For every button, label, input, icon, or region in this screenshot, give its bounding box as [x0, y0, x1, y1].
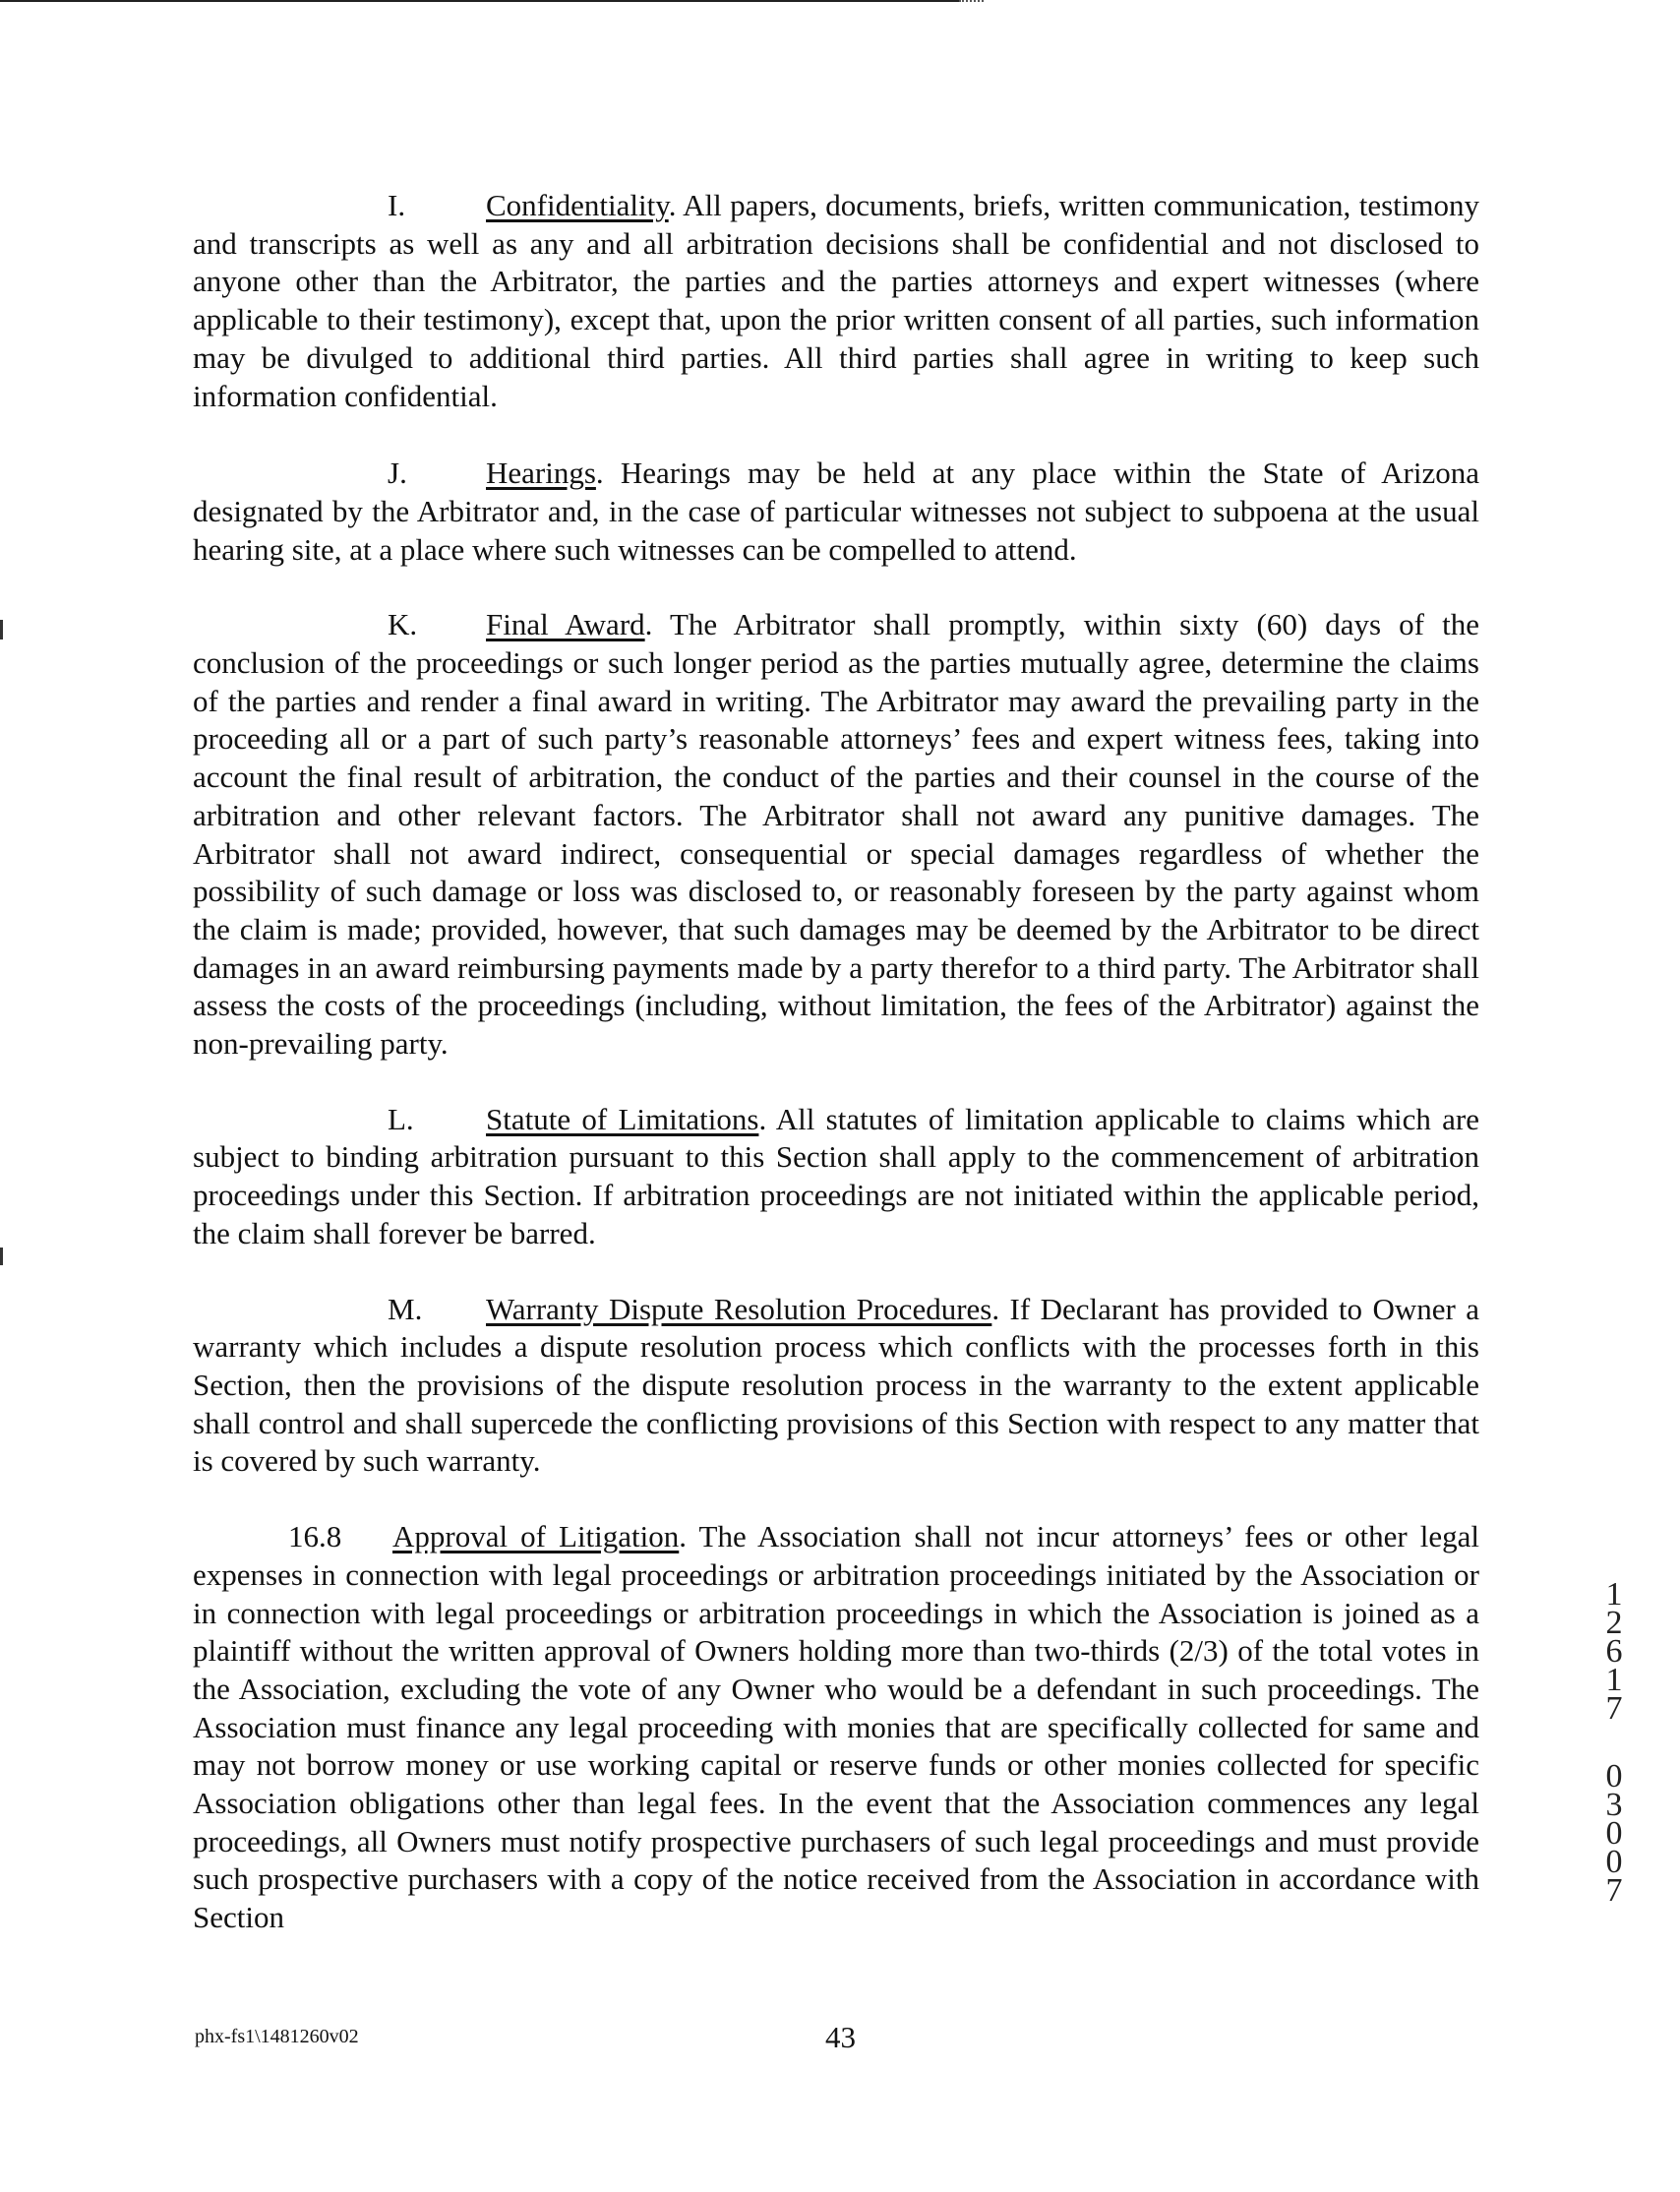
- recording-stamp: [1601, 1576, 1627, 1909]
- section-heading: Approval of Litigation: [392, 1519, 680, 1554]
- section-text: . Hearings may be held at any place within the State of Arizona designated by the Arbitrator and, in the case of particular witnesses not subject to subpoena at the usual hearing site, at a place where such witnesses can be compelled to attend.: [193, 456, 1479, 567]
- stamp-digit: 0: [1605, 1844, 1623, 1880]
- top-scan-edge: [0, 0, 959, 2]
- stamp-digit: 0: [1605, 1758, 1623, 1795]
- section-heading: Final Award: [486, 607, 645, 642]
- section-heading: Statute of Limitations: [486, 1101, 759, 1136]
- section-label: M.: [388, 1291, 423, 1326]
- stamp-digit: 7: [1605, 1690, 1623, 1727]
- document-body: [193, 187, 1479, 1937]
- paragraph-warranty-dispute: [193, 1291, 1479, 1482]
- stamp-digit: 7: [1605, 1872, 1623, 1909]
- section-heading: Hearings: [486, 456, 596, 491]
- footer-document-id: phx-fs1\1481260v02: [195, 2026, 359, 2047]
- section-heading: Confidentiality: [486, 188, 669, 222]
- section-heading: Warranty Dispute Resolution Procedures: [486, 1291, 992, 1326]
- stamp-digit: 1: [1605, 1576, 1623, 1613]
- section-text: . If Declarant has provided to Owner a warranty which includes a dispute resolution process which conflicts with the processes forth in this Section, then the provisions of the dispute resolution process in the warranty to the extent applicable shall control and shall supercede the conflicting provisions of this Section with respect to any matter that is covered by such warranty.: [193, 1291, 1479, 1479]
- paragraph-statute-of-limitations: [193, 1101, 1479, 1253]
- section-number: 16.8: [288, 1519, 342, 1554]
- left-scan-mark: [0, 1248, 3, 1265]
- stamp-digit: 0: [1605, 1815, 1623, 1852]
- stamp-digit: 3: [1605, 1787, 1623, 1823]
- paragraph-hearings: [193, 455, 1479, 569]
- section-label: J.: [388, 456, 407, 491]
- section-text: . The Association shall not incur attorneys’ fees or other legal expenses in connection with legal proceedings or arbitration proceedings initiated by the Association or in connection with legal proceedings or arbitration proceedings in which the Association is joined as a plaintiff without the written approval of Owners holding more than two-thirds (2/3) of the total votes in the Association, excluding the vote of any Owner who would be a defendant in such proceedings. The Association must finance any legal proceeding with monies that are specifically collected for same and may not borrow money or use working capital or reserve funds or other monies collected for specific Association obligations other than legal fees. In the event that the Association commences any legal proceedings, all Owners must notify prospective purchasers of such legal proceedings and must provide such prospective purchasers with a copy of the notice received from the Association in accordance with Section: [193, 1519, 1479, 1935]
- left-scan-mark: [0, 620, 3, 639]
- top-scan-edge-dotted: [959, 0, 984, 4]
- section-label: L.: [388, 1101, 414, 1136]
- section-label: I.: [388, 188, 406, 222]
- section-label: K.: [388, 607, 418, 642]
- stamp-digit: 6: [1605, 1633, 1623, 1670]
- stamp-digit: 1: [1605, 1662, 1623, 1698]
- section-text: . All papers, documents, briefs, written communication, testimony and transcripts as well as any and all arbitration decisions shall be confidential and not disclosed to anyone other than the Arbitrator, the parties and the parties attorneys and expert witnesses (where applicable to their testimony), except that, upon the prior written consent of all parties, such information may be divulged to additional third parties. All third parties shall agree in writing to keep such information confidential.: [193, 188, 1479, 413]
- stamp-digit: 2: [1605, 1605, 1623, 1641]
- page-number: 43: [825, 2020, 856, 2054]
- section-text: . All statutes of limitation applicable to claims which are subject to binding arbitration pursuant to this Section shall apply to the commencement of arbitration proceedings under this Section. If arbitration proceedings are not initiated within the applicable period, the claim shall forever be barred.: [193, 1101, 1480, 1250]
- paragraph-confidentiality: [193, 187, 1479, 415]
- paragraph-final-award: [193, 606, 1479, 1063]
- paragraph-approval-of-litigation: [193, 1518, 1479, 1937]
- section-text: . The Arbitrator shall promptly, within sixty (60) days of the conclusion of the proceedings or such longer period as the parties mutually agree, determine the claims of the parties and render a final award in writing. The Arbitrator may award the prevailing party in the proceeding all or a part of such party’s reasonable attorneys’ fees and expert witness fees, taking into account the final result of arbitration, the conduct of the parties and their counsel in the course of the arbitration and other relevant factors. The Arbitrator shall not award any punitive damages. The Arbitrator shall not award indirect, consequential or special damages regardless of whether the possibility of such damage or loss was disclosed to, or reasonably foreseen by the party against whom the claim is made; provided, however, that such damages may be deemed by the Arbitrator to be direct damages in an award reimbursing payments made by a party therefor to a third party. The Arbitrator shall assess the costs of the proceedings (including, without limitation, the fees of the Arbitrator) against the non-prevailing party.: [193, 607, 1479, 1062]
